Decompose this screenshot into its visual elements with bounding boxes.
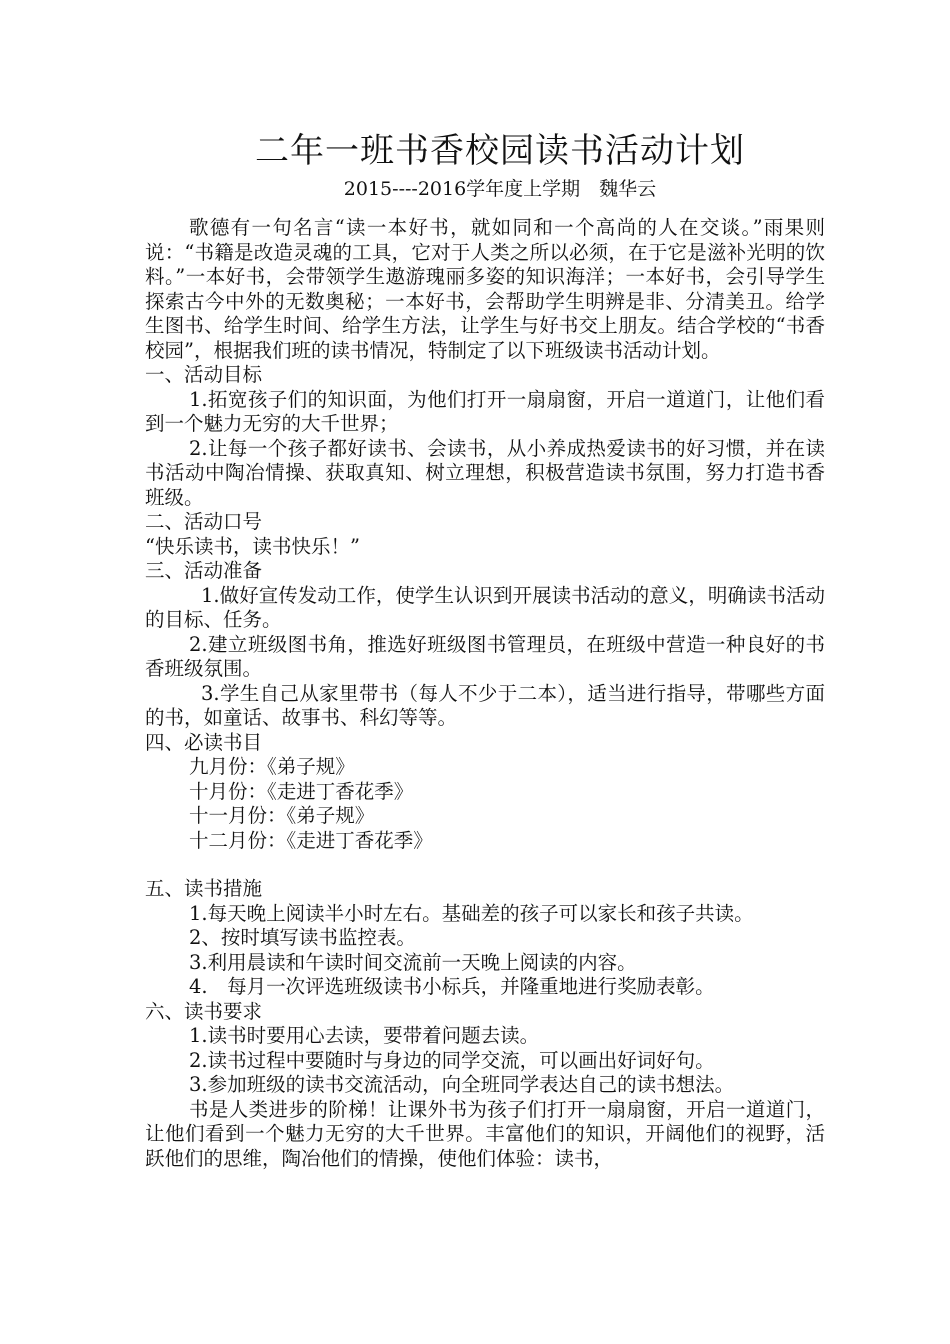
- reading-list-item: 十二月份：《走进丁香花季》: [189, 828, 433, 852]
- reading-list-item: 九月份：《弟子规》: [189, 755, 355, 778]
- measure-item: 3.利用晨读和午读时间交流前一天晚上阅读的内容。: [189, 950, 637, 974]
- requirement-item: 1.读书时要用心去读，要带着问题去读。: [189, 1024, 540, 1047]
- goal-item: 2.让每一个孩子都好读书、会读书，从小养成热爱读书的好习惯，并在读书活动中陶冶情操、获取真知、树立理想，积极营造读书氛围，努力打造书香班级。: [145, 436, 825, 509]
- document-page: [145, 128, 825, 1171]
- section-heading-goals: 一、活动目标: [145, 363, 263, 386]
- section-heading-reading-list: 四、必读书目: [145, 730, 263, 754]
- preparation-item: 1.做好宣传发动工作，使学生认识到开展读书活动的意义，明确读书活动的目标、任务。: [145, 583, 825, 631]
- requirement-item: 3.参加班级的读书交流活动，向全班同学表达自己的读书想法。: [189, 1073, 735, 1096]
- paragraph-gap: [145, 853, 825, 877]
- preparation-item: 3.学生自己从家里带书（每人不少于二本），适当进行指导，带哪些方面的书，如童话、故事书、科幻等等。: [145, 681, 825, 729]
- document-subtitle: 2015----2016学年度上学期 魏华云: [343, 178, 657, 200]
- reading-list-item: 十月份：《走进丁香花季》: [189, 779, 414, 803]
- preparation-item: 2.建立班级图书角，推选好班级图书管理员，在班级中营造一种良好的书香班级氛围。: [145, 632, 825, 680]
- measure-item: 2、按时填写读书监控表。: [189, 926, 416, 949]
- section-heading-measures: 五、读书措施: [145, 877, 263, 900]
- document-title: 二年一班书香校园读书活动计划: [255, 131, 745, 171]
- measure-item: 4. 每月一次评选班级读书小标兵，并隆重地进行奖励表彰。: [189, 975, 715, 998]
- section-heading-preparation: 三、活动准备: [145, 559, 263, 582]
- goal-item: 1.拓宽孩子们的知识面，为他们打开一扇扇窗，开启一道道门，让他们看到一个魅力无穷的大千世界；: [145, 387, 825, 435]
- closing-paragraph: 书是人类进步的阶梯！让课外书为孩子们打开一扇扇窗，开启一道道门，让他们看到一个魅力无穷的大千世界。丰富他们的知识，开阔他们的视野，活跃他们的思维，陶冶他们的情操，使他们体验：读书，: [145, 1097, 825, 1170]
- measure-item: 1.每天晚上阅读半小时左右。基础差的孩子可以家长和孩子共读。: [189, 901, 754, 925]
- reading-list-item: 十一月份：《弟子规》: [189, 804, 375, 827]
- intro-paragraph: 歌德有一句名言“读一本好书，就如同和一个高尚的人在交谈。”雨果则说：“书籍是改造灵魂的工具，它对于人类之所以必须，在于它是滋补光明的饮料。”一本好书，会带领学生遨游瑰丽多姿的知识海洋；一本好书，会引导学生探索古今中外的无数奥秘；一本好书，会帮助学生明辨是非、分清美丑。给学生图书、给学生时间、给学生方法，让学生与好书交上朋友。结合学校的“书香校园”，根据我们班的读书情况，特制定了以下班级读书活动计划。: [145, 216, 825, 362]
- slogan-text: “快乐读书，读书快乐！”: [145, 534, 360, 558]
- document-body: [145, 216, 825, 1171]
- section-heading-requirements: 六、读书要求: [145, 999, 263, 1023]
- section-heading-slogan: 二、活动口号: [145, 510, 263, 533]
- requirement-item: 2.读书过程中要随时与身边的同学交流，可以画出好词好句。: [189, 1048, 715, 1072]
